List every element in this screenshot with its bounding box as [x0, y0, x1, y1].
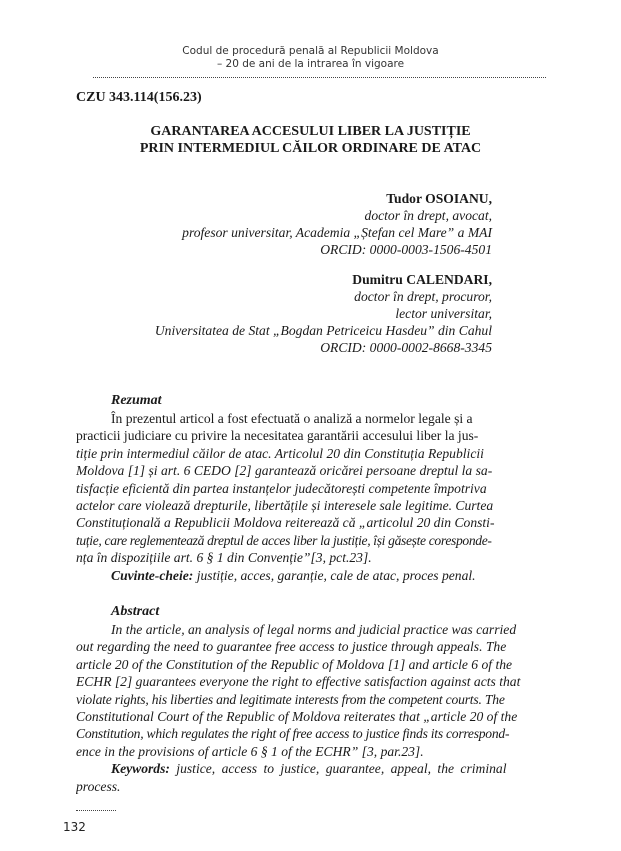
abstract-line: violate rights, his liberties and legitimate interests from the competent courts. The [76, 691, 505, 707]
footer-dotted-rule [76, 810, 116, 811]
running-header-line-1: Codul de procedură penală al Republicii Moldova [182, 45, 439, 57]
article-title [0, 123, 621, 157]
page-number: 132 [63, 820, 86, 834]
running-header [0, 45, 621, 71]
rezumat-line: practicii judiciare cu privire la necesitatea garantării accesului liber la jus- [76, 428, 479, 444]
abstract-line: ence in the provisions of article 6 § 1 of the ECHR” [3, par.23]. [76, 743, 424, 759]
abstract-heading: Abstract [111, 604, 160, 619]
author-affiliation-line: lector universitar, [395, 306, 492, 321]
rezumat-line: Constituțională a Republicii Moldova reiterează că „articolul 20 din Consti- [76, 515, 495, 531]
author-orcid: ORCID: 0000-0002-8668-3345 [320, 340, 492, 355]
author-affiliation-line: doctor în drept, procuror, [354, 289, 492, 304]
abstract-line: out regarding the need to guarantee free access to justice through appeals. The [76, 639, 507, 655]
rezumat-line: tiție prin intermediul căilor de atac. Articolul 20 din Constituția Republicii [76, 445, 484, 461]
article-title-line-1: GARANTAREA ACCESULUI LIBER LA JUSTIȚIE [150, 124, 471, 139]
author-osoianu [182, 190, 492, 258]
rezumat-body [76, 410, 545, 584]
abstract-line: Constitutional Court of the Republic of Moldova reiterates that „article 20 of the [76, 709, 518, 725]
author-calendari [155, 271, 492, 356]
rezumat-line: actelor care violează drepturile, libertățile și interesele sale legitime. Curtea [76, 498, 494, 514]
author-affiliation-line: profesor universitar, Academia „Ștefan cel Mare” a MAI [182, 225, 492, 240]
rezumat-keywords [76, 567, 545, 584]
author-name: Dumitru CALENDARI, [352, 272, 492, 287]
rezumat-heading: Rezumat [111, 393, 162, 408]
keywords-label: Cuvinte-cheie: [111, 567, 194, 583]
abstract-line: Constitution, which regulates the right of free access to justice finds its correspond- [76, 726, 510, 742]
abstract-keywords-continued: process. [76, 778, 121, 794]
keywords-label: Keywords: [111, 761, 170, 777]
abstract-keywords [76, 760, 545, 777]
rezumat-line: tuție, care reglementează dreptul de acces liber la justiție, își găsește coresponde- [76, 532, 492, 548]
rezumat-line: nța în dispozițiile art. 6 § 1 din Convenție”[3, pct.23]. [76, 550, 372, 566]
rezumat-line: În prezentul articol a fost efectuată o analiză a normelor legale și a [111, 411, 473, 426]
running-header-line-2: – 20 de ani de la intrarea în vigoare [216, 58, 405, 70]
abstract-line: ECHR [2] guarantees everyone the right to effective satisfaction against acts that [76, 674, 521, 690]
author-affiliation-line: Universitatea de Stat „Bogdan Petriceicu Hasdeu” din Cahul [154, 323, 492, 338]
author-affiliation-line: doctor în drept, avocat, [364, 208, 492, 223]
article-title-line-2: PRIN INTERMEDIUL CĂILOR ORDINARE DE ATAC [139, 141, 482, 156]
keywords-text: justiție, acces, garanție, cale de atac, proces penal. [193, 567, 476, 583]
czu-classification: CZU 343.114(156.23) [76, 90, 202, 105]
author-name: Tudor OSOIANU, [386, 191, 492, 206]
rezumat-line: tisfacție eficientă din partea instanțelor judecătorești competente împotriva [76, 480, 487, 496]
abstract-line: In the article, an analysis of legal norms and judicial practice was carried [111, 622, 517, 637]
abstract-body [76, 621, 545, 795]
rezumat-line: Moldova [1] și art. 6 CEDO [2] garantează oricărei persoane dreptul la sa- [76, 463, 493, 479]
keywords-text: justice, access to justice, guarantee, appeal, the criminal [169, 761, 507, 777]
author-orcid: ORCID: 0000-0003-1506-4501 [320, 242, 492, 257]
abstract-line: article 20 of the Constitution of the Republic of Moldova [1] and article 6 of the [76, 656, 513, 672]
header-dotted-rule [93, 77, 546, 78]
